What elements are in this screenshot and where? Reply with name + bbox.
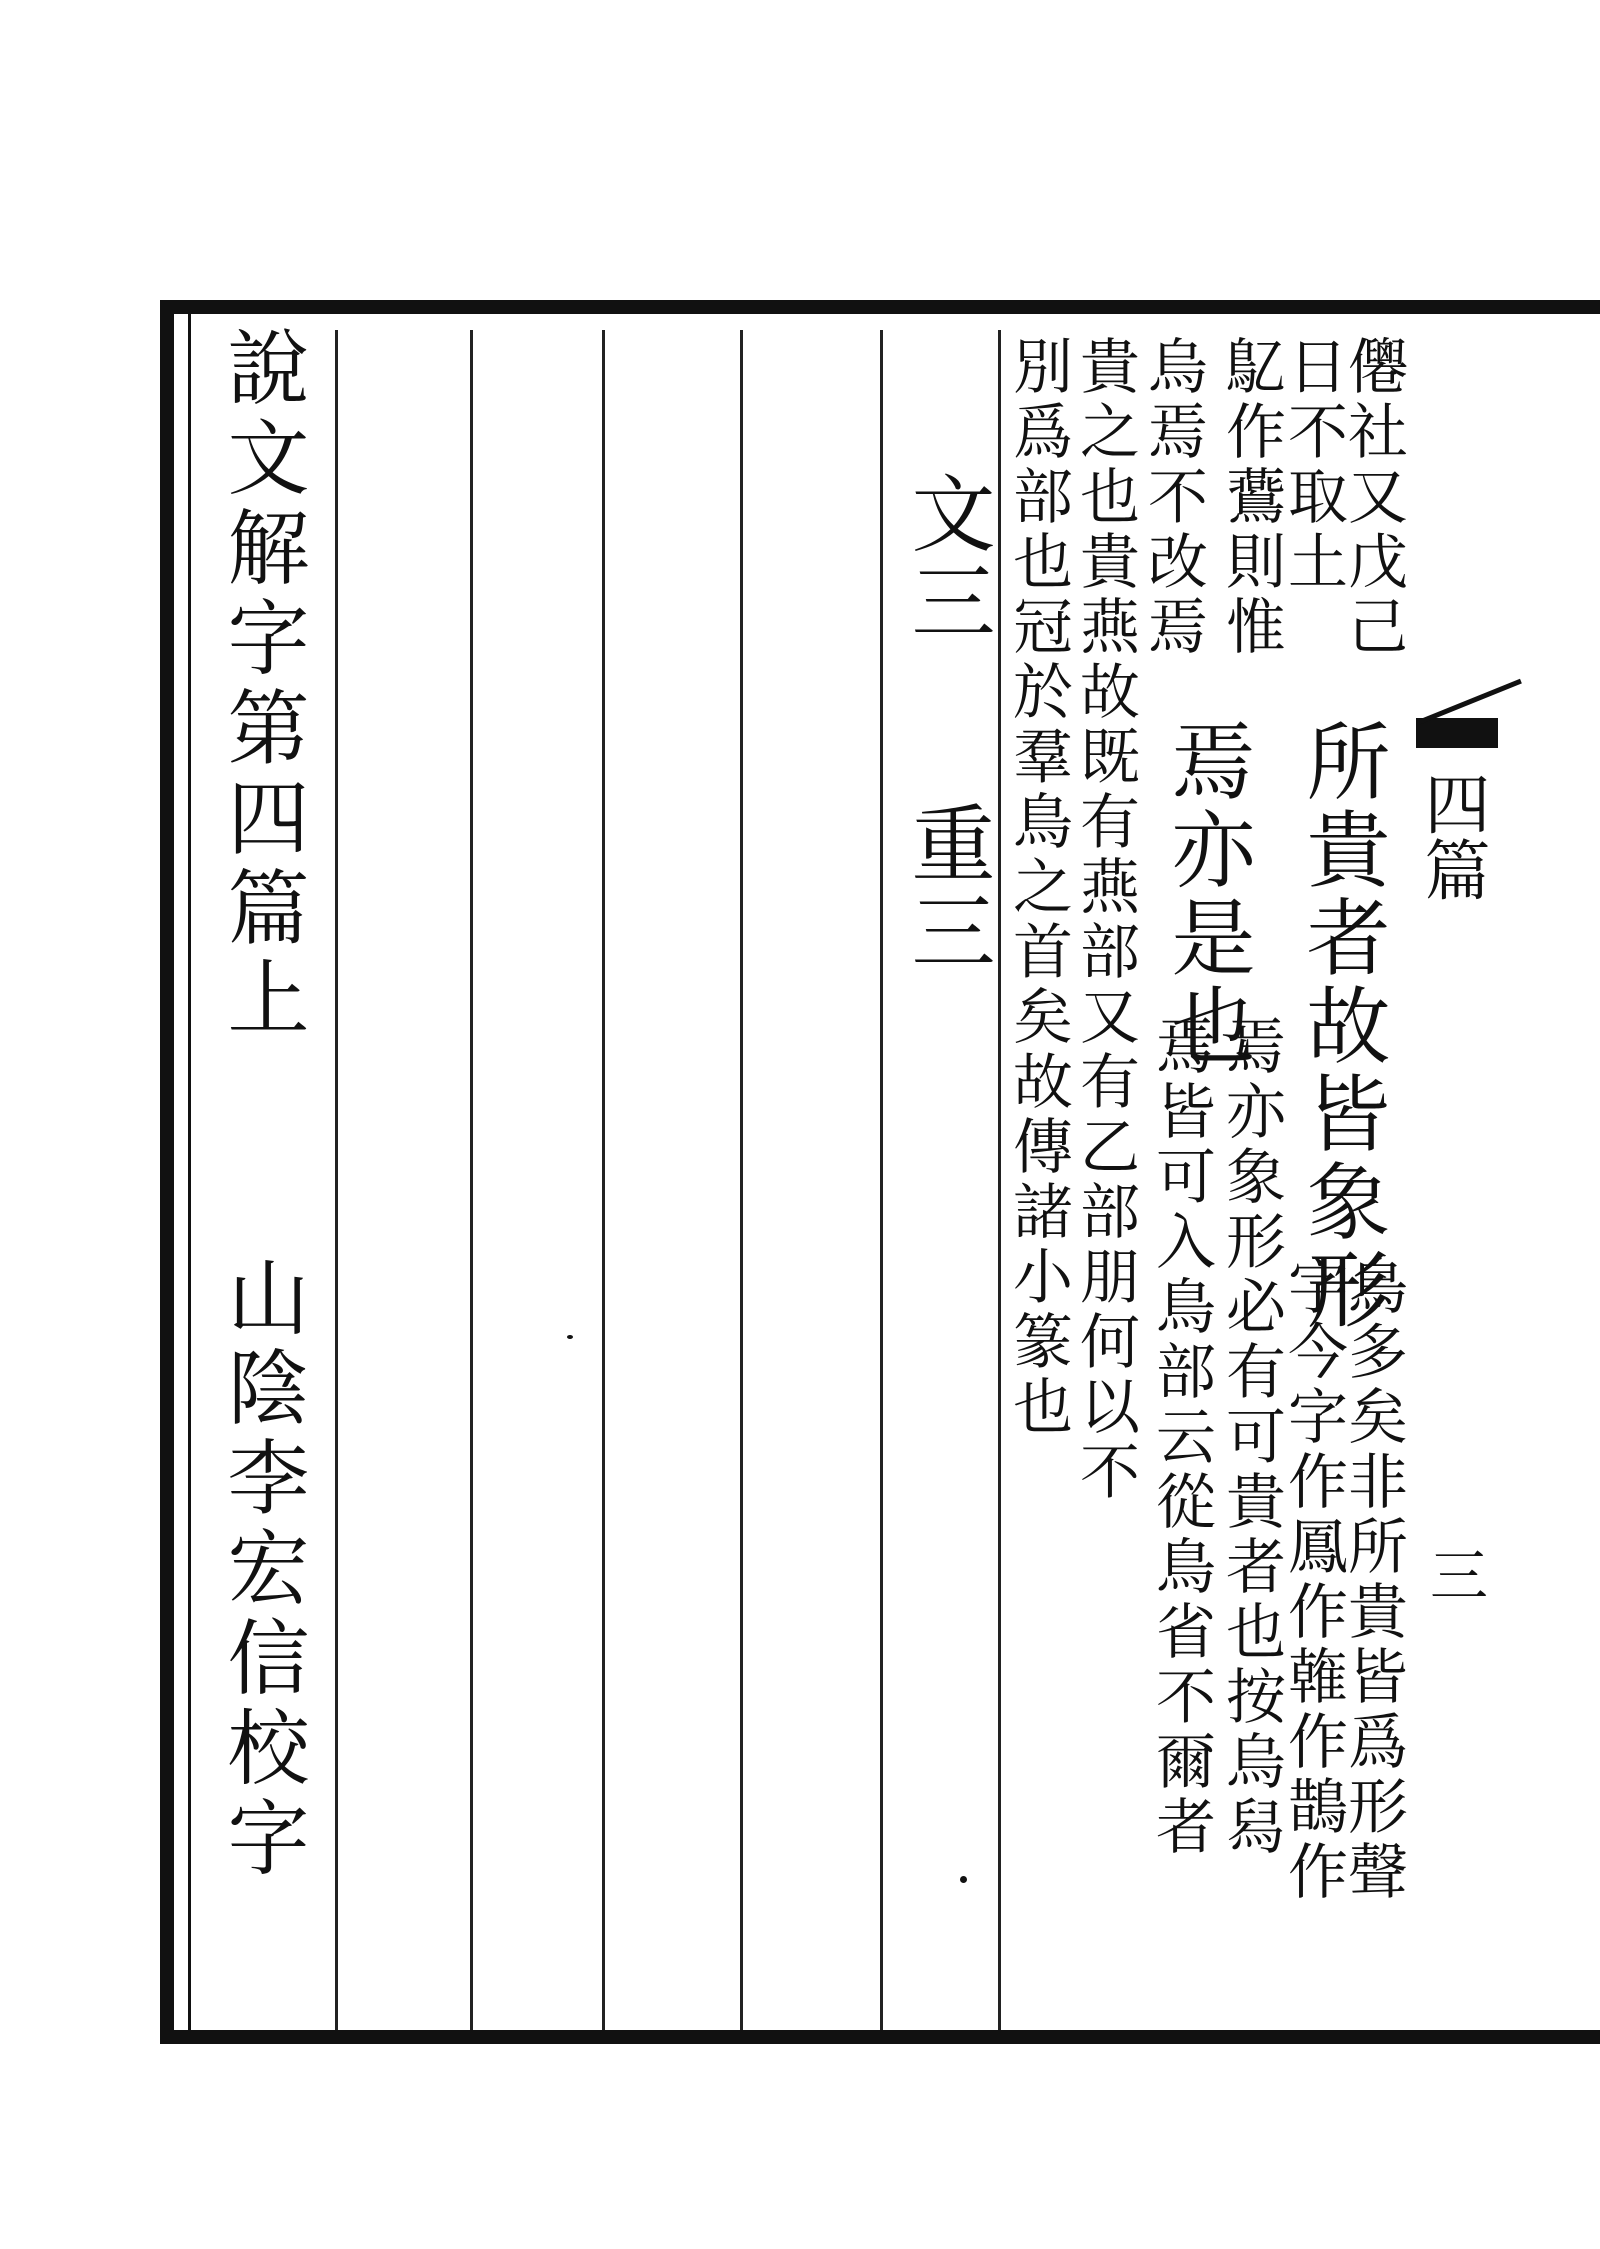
frame-top-border (160, 300, 1600, 314)
column-rule (335, 330, 338, 2030)
column-rule (998, 330, 1001, 2030)
fish-tail-marker (1416, 718, 1498, 748)
fold-label: 四篇 (1413, 770, 1490, 902)
text-column: 㒨社又戊己 (1338, 335, 1408, 660)
text-column: 烏焉不改焉 (1138, 335, 1208, 660)
frame-bottom-border (160, 2030, 1600, 2044)
text-column: 鳦作鷰則惟 (1216, 335, 1286, 660)
text-column: 字今字作鳳作雗作鵲作 (1278, 1255, 1348, 1905)
column-rule (880, 330, 883, 2030)
book-title: 說文解字第四篇上 (214, 325, 309, 1045)
frame-left-border (160, 300, 174, 2044)
section-count: 文三 (898, 470, 996, 646)
section-repeat: 重三 (898, 800, 996, 976)
text-column: 焉皆可入鳥部云從鳥省不爾者 (1146, 1015, 1216, 1860)
text-column: 鳥多矣非所貴皆爲形聲 (1338, 1255, 1408, 1905)
text-column: 焉亦象形必有可貴者也按烏舄 (1216, 1015, 1286, 1860)
editor-line: 山陰李宏信校字 (214, 1255, 309, 1885)
text-column: 貴之也貴燕故既有燕部又有乙部朋何以不 (1070, 335, 1140, 1505)
column-rule (470, 330, 473, 2030)
text-column: 日不取土 (1278, 335, 1348, 595)
column-rule (602, 330, 605, 2030)
ink-speck (567, 1335, 573, 1339)
column-rule (740, 330, 743, 2030)
main-text-column: 所貴者故皆象形 (1293, 718, 1391, 1334)
folio-number: 三 (1420, 1545, 1488, 1603)
frame-inner-left-border (188, 314, 191, 2030)
main-text-column: 焉亦是也 (1158, 718, 1256, 1070)
text-column: 別爲部也冠於羣鳥之首矣故傳諸小篆也 (1003, 335, 1073, 1440)
ink-speck (960, 1876, 967, 1883)
